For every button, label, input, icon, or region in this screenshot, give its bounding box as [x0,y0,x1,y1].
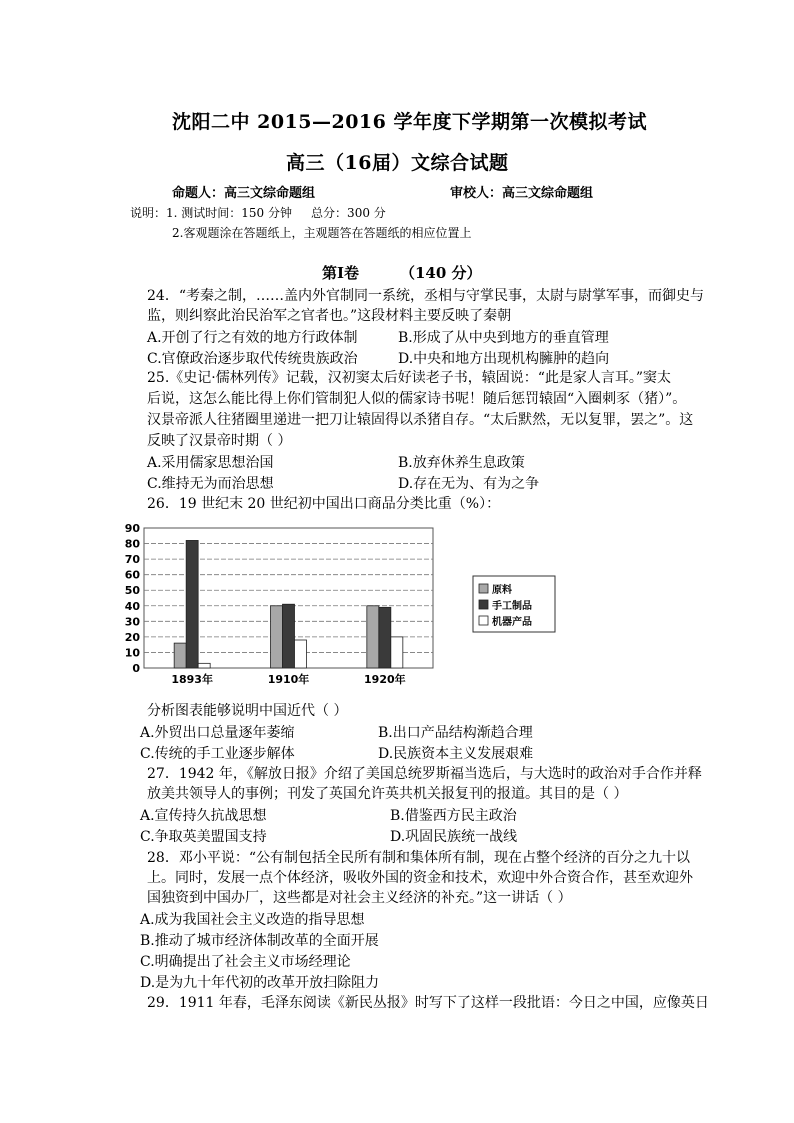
y-tick-label: 80 [124,537,140,551]
export-share-bar-chart [118,518,638,698]
q27-line-2: 放美共领导人的事例；刊发了英国允许英共机关报复刊的报道。其目的是（ ） [147,786,628,802]
y-tick-label: 40 [124,599,140,613]
q24-option-b: B.形成了从中央到地方的垂直管理 [398,330,609,346]
section-title: 第Ⅰ卷 [322,264,360,282]
q25-line-1: 25.《史记·儒林列传》记载，汉初窦太后好读老子书，辕固说：“此是家人言耳。”窦太 [147,370,672,386]
q24-line-1: 24．“考秦之制，……盖内外官制同一系统，丞相与守掌民事，太尉与尉掌军事，而御史与 [147,288,704,304]
bar [283,604,295,668]
q25-option-b: B.放弃休养生息政策 [398,455,525,471]
bar [174,643,186,668]
instruction-2: 2.客观题涂在答题纸上，主观题答在答题纸的相应位置上 [172,226,472,240]
q25-option-a: A.采用儒家思想治国 [147,455,274,471]
legend-label: 手工制品 [492,601,532,612]
setter-line: 命题人：高三文综命题组 [172,186,316,201]
exam-title: 沈阳二中 2015—2016 学年度下学期第一次模拟考试 [172,111,647,133]
y-tick-label: 50 [124,584,140,598]
legend-label: 机器产品 [492,617,532,628]
instruction-1: 说明：1. 测试时间：150 分钟 总分：300 分 [130,206,386,220]
q28-option-b: B.推动了城市经济体制改革的全面开展 [140,933,379,949]
q27-option-d: D.巩固民族统一战线 [390,829,518,845]
q28-option-d: D.是为九十年代初的改革开放扫除阻力 [140,975,380,991]
y-tick-label: 90 [124,522,140,535]
legend-swatch [479,600,488,609]
bar [379,607,391,668]
bar [198,663,210,668]
q24-line-2: 监，则纠察此治民治军之官者也。”这段材料主要反映了秦朝 [147,308,512,324]
q24-option-d: D.中央和地方出现机构臃肿的趋向 [398,351,610,367]
checker-line: 审校人：高三文综命题组 [450,186,594,201]
y-tick-label: 0 [132,662,140,675]
bar [271,606,283,668]
q25-line-2: 后说，这怎么能比得上你们管制犯人似的儒家诗书呢！随后惩罚辕固“入圈刺豕（猪）”。 [147,391,687,407]
q28-line-2: 上。同时，发展一点个体经济，吸收外国的资金和技术，欢迎中外合资合作，甚至欢迎外 [147,870,693,886]
q27-line-1: 27．1942 年，《解放日报》介绍了美国总统罗斯福当选后，与大选时的政治对手合作并释 [147,766,702,782]
q26-option-a: A.外贸出口总量逐年萎缩 [140,725,295,741]
y-tick-label: 60 [124,568,140,582]
y-tick-label: 70 [124,553,140,567]
q28-option-c: C.明确提出了社会主义市场经理论 [140,954,351,970]
q24-option-c: C.官僚政治逐步取代传统贵族政治 [147,351,358,367]
x-tick-label: 1910年 [267,673,310,686]
q29-line-1: 29．1911 年春，毛泽东阅读《新民丛报》时写下了这样一段批语：今日之中国，应像英日 [147,995,709,1011]
q27-option-c: C.争取英美盟国支持 [140,829,267,845]
q25-line-3: 汉景帝派人往猪圈里递进一把刀让辕固得以杀猪自存。“太后默然，无以复罪，罢之”。这 [147,412,694,428]
q28-line-3: 国独资到中国办厂，这些都是对社会主义经济的补充。”这一讲话（ ） [147,890,572,906]
q28-line-1: 28．邓小平说：“公有制包括全民所有制和集体所有制，现在占整个经济的百分之九十以 [147,850,690,866]
bar [295,640,307,668]
bar [186,540,198,668]
q26-question: 分析图表能够说明中国近代（ ） [147,703,348,719]
q26-stem: 26．19 世纪末 20 世纪初中国出口商品分类比重（%）： [147,496,501,512]
x-tick-label: 1920年 [364,673,406,686]
y-tick-label: 30 [124,615,140,629]
section-points: （140 分） [400,264,482,282]
y-tick-label: 20 [124,630,140,644]
q28-option-a: A.成为我国社会主义改造的指导思想 [140,912,365,928]
q24-option-a: A.开创了行之有效的地方行政体制 [147,330,358,346]
q25-option-d: D.存在无为、有为之争 [398,476,540,492]
legend-swatch [479,584,488,593]
bar [367,606,379,668]
q26-option-d: D.民族资本主义发展艰难 [378,746,534,762]
q26-option-c: C.传统的手工业逐步解体 [140,746,295,762]
legend-label: 原料 [492,585,512,596]
y-tick-label: 10 [124,646,140,660]
q27-option-b: B.借鉴西方民主政治 [390,808,517,824]
q25-line-4: 反映了汉景帝时期（ ） [147,433,292,449]
q25-option-c: C.维持无为而治思想 [147,476,274,492]
exam-subtitle: 高三（16届）文综合试题 [286,152,509,174]
q27-option-a: A.宣传持久抗战思想 [140,808,267,824]
x-tick-label: 1893年 [171,673,213,686]
q26-option-b: B.出口产品结构渐趋合理 [378,725,533,741]
bar [391,637,403,668]
legend-swatch [479,616,488,625]
